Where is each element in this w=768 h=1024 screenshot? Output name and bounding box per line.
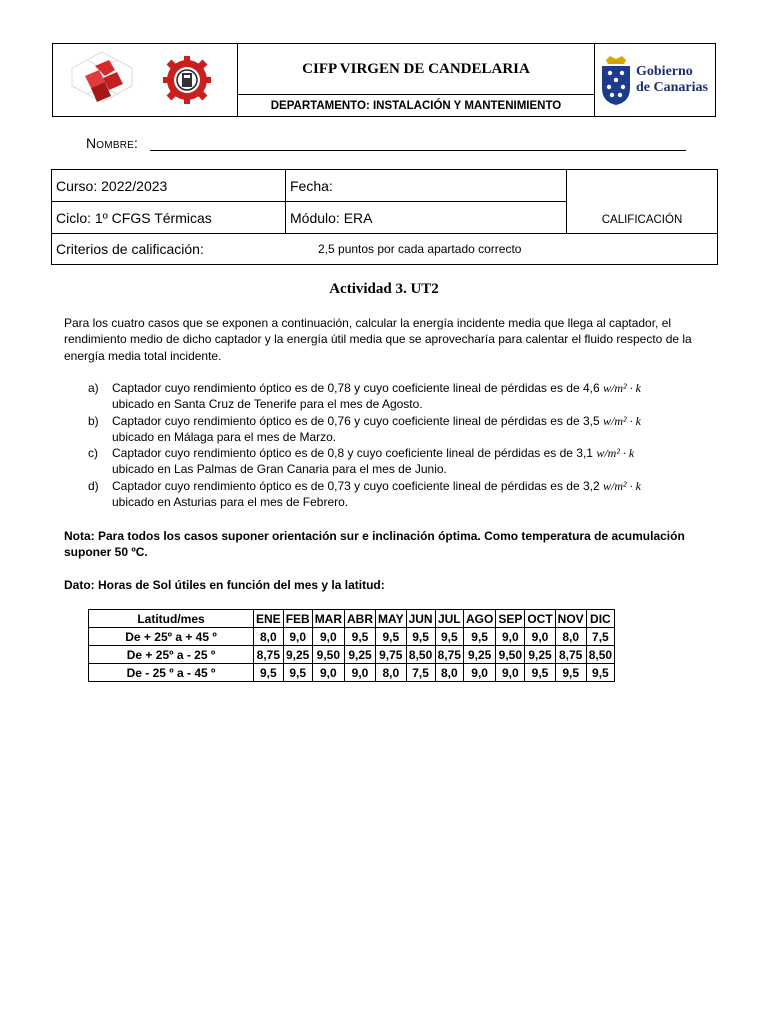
table-header-row xyxy=(89,610,615,628)
table-cell: 9,25 xyxy=(283,646,312,664)
school-logo-icon xyxy=(67,48,137,112)
table-cell: De - 25 º a - 45 º xyxy=(89,664,254,682)
criteria-value: 2,5 puntos por cada apartado correcto xyxy=(318,242,522,256)
gov-shield-icon xyxy=(600,56,632,106)
table-cell: 9,5 xyxy=(376,628,407,646)
list-item xyxy=(88,478,708,511)
activity-intro: Para los cuatro casos que se exponen a continuación, calcular la energía incidente media que llega al captador, el rendimiento medio de dicho captador y la energía útil media que se aprovecharía para calentar el fluido respecto de la energía media total incidente. xyxy=(64,316,692,363)
case-location: ubicado en Santa Cruz de Tenerife para el mes de Agosto. xyxy=(112,397,423,412)
info-table xyxy=(51,169,718,265)
table-cell: 8,75 xyxy=(254,646,284,664)
table-header-cell: FEB xyxy=(283,610,312,628)
table-cell: 9,0 xyxy=(496,628,525,646)
case-text: Captador cuyo rendimiento óptico es de 0,76 y cuyo coeficiente lineal de pérdidas es de 3,5 xyxy=(112,413,603,428)
table-cell: 9,25 xyxy=(345,646,376,664)
table-cell: 9,25 xyxy=(525,646,555,664)
gov-logo-cell xyxy=(594,44,715,116)
table-row xyxy=(89,646,615,664)
gov-logo-line1: Gobierno xyxy=(636,64,693,79)
table-cell: 7,5 xyxy=(586,628,614,646)
activity-title: Actividad 3. UT2 xyxy=(329,281,439,297)
case-label: a) xyxy=(88,381,99,395)
table-header-cell: Latitud/mes xyxy=(89,610,254,628)
table-cell: 9,5 xyxy=(345,628,376,646)
date-cell[interactable]: Fecha: xyxy=(290,177,333,194)
table-cell: 9,50 xyxy=(496,646,525,664)
list-item xyxy=(88,413,708,446)
table-cell: 9,0 xyxy=(525,628,555,646)
module-cell: Módulo: ERA xyxy=(290,209,373,226)
gear-logo-icon xyxy=(163,56,211,104)
table-cell: 8,0 xyxy=(555,628,586,646)
table-cell: 9,0 xyxy=(312,664,344,682)
table-cell: 8,75 xyxy=(435,646,463,664)
table-cell: 9,5 xyxy=(406,628,435,646)
case-label: c) xyxy=(88,446,98,461)
table-cell: 9,5 xyxy=(463,628,495,646)
table-header-cell: MAR xyxy=(312,610,344,628)
table-cell: 9,5 xyxy=(254,664,284,682)
table-cell: 9,0 xyxy=(496,664,525,682)
table-cell: 7,5 xyxy=(406,664,435,682)
table-row xyxy=(89,628,615,646)
list-item xyxy=(88,445,708,478)
cycle-cell: Ciclo: 1º CFGS Térmicas xyxy=(56,209,212,226)
table-header-cell: NOV xyxy=(555,610,586,628)
grade-label: CALIFICACIÓN xyxy=(601,214,683,226)
table-header-cell: JUN xyxy=(406,610,435,628)
table-cell: 9,0 xyxy=(345,664,376,682)
table-cell: 8,0 xyxy=(435,664,463,682)
table-header-cell: JUL xyxy=(435,610,463,628)
table-cell: 9,50 xyxy=(312,646,344,664)
case-location: ubicado en Málaga para el mes de Marzo. xyxy=(112,429,337,444)
header-box xyxy=(52,43,716,117)
table-header-cell: AGO xyxy=(463,610,495,628)
table-cell: De + 25º a + 45 º xyxy=(89,628,254,646)
header-logos-cell xyxy=(53,44,238,116)
course-cell: Curso: 2022/2023 xyxy=(56,177,168,194)
table-cell: 9,75 xyxy=(376,646,407,664)
criteria-label: Criterios de calificación: xyxy=(56,241,204,257)
table-header-cell: ABR xyxy=(345,610,376,628)
school-name: CIFP VIRGEN DE CANDELARIA xyxy=(237,44,595,95)
table-cell: 9,5 xyxy=(586,664,614,682)
table-header-cell: ENE xyxy=(254,610,284,628)
table-cell: 9,5 xyxy=(283,664,312,682)
table-cell: 9,0 xyxy=(283,628,312,646)
gov-logo-line2: de Canarias xyxy=(636,80,708,95)
case-label: b) xyxy=(88,413,99,428)
table-cell: 9,5 xyxy=(555,664,586,682)
table-cell: 9,0 xyxy=(312,628,344,646)
table-header-cell: OCT xyxy=(525,610,555,628)
table-row xyxy=(89,664,615,682)
case-text: Captador cuyo rendimiento óptico es de 0,73 y cuyo coeficiente lineal de pérdidas es de 3,2 xyxy=(112,478,603,493)
case-unit: w/m² · k xyxy=(596,446,635,461)
department-name: DEPARTAMENTO: INSTALACIÓN Y MANTENIMIENTO xyxy=(270,99,562,112)
case-unit: w/m² · k xyxy=(602,381,641,395)
table-cell: 8,50 xyxy=(406,646,435,664)
activity-note: Nota: Para todos los casos suponer orientación sur e inclinación óptima. Como temperatura de acumulación suponer 50 ºC. xyxy=(64,529,685,560)
case-unit: w/m² · k xyxy=(602,478,641,493)
case-text: Captador cuyo rendimiento óptico es de 0,8 y cuyo coeficiente lineal de pérdidas es de 3,1 xyxy=(112,446,597,461)
case-unit: w/m² · k xyxy=(602,413,641,428)
table-cell: De + 25º a - 25 º xyxy=(89,646,254,664)
table-header-cell: MAY xyxy=(376,610,407,628)
case-location: ubicado en Las Palmas de Gran Canaria para el mes de Junio. xyxy=(112,462,447,477)
case-text: Captador cuyo rendimiento óptico es de 0,78 y cuyo coeficiente lineal de pérdidas es de 4,6 xyxy=(112,381,603,395)
table-cell: 8,75 xyxy=(555,646,586,664)
table-cell: 8,0 xyxy=(254,628,284,646)
gov-logo-text xyxy=(636,64,708,96)
table-header-cell: DIC xyxy=(586,610,614,628)
table-cell: 9,5 xyxy=(435,628,463,646)
table-cell: 8,0 xyxy=(376,664,407,682)
table-header-cell: SEP xyxy=(496,610,525,628)
table-cell: 9,0 xyxy=(463,664,495,682)
table-cell: 9,5 xyxy=(525,664,555,682)
table-cell: 9,25 xyxy=(463,646,495,664)
name-input-line[interactable] xyxy=(150,150,686,151)
cases-list xyxy=(88,380,708,510)
sun-hours-table xyxy=(88,609,615,682)
data-title: Dato: Horas de Sol útiles en función del mes y la latitud: xyxy=(64,578,385,592)
list-item xyxy=(88,380,708,413)
name-label: Nombre: xyxy=(86,135,139,151)
case-location: ubicado en Asturias para el mes de Febrero. xyxy=(112,495,349,510)
table-cell: 8,50 xyxy=(586,646,614,664)
case-label: d) xyxy=(88,478,99,493)
